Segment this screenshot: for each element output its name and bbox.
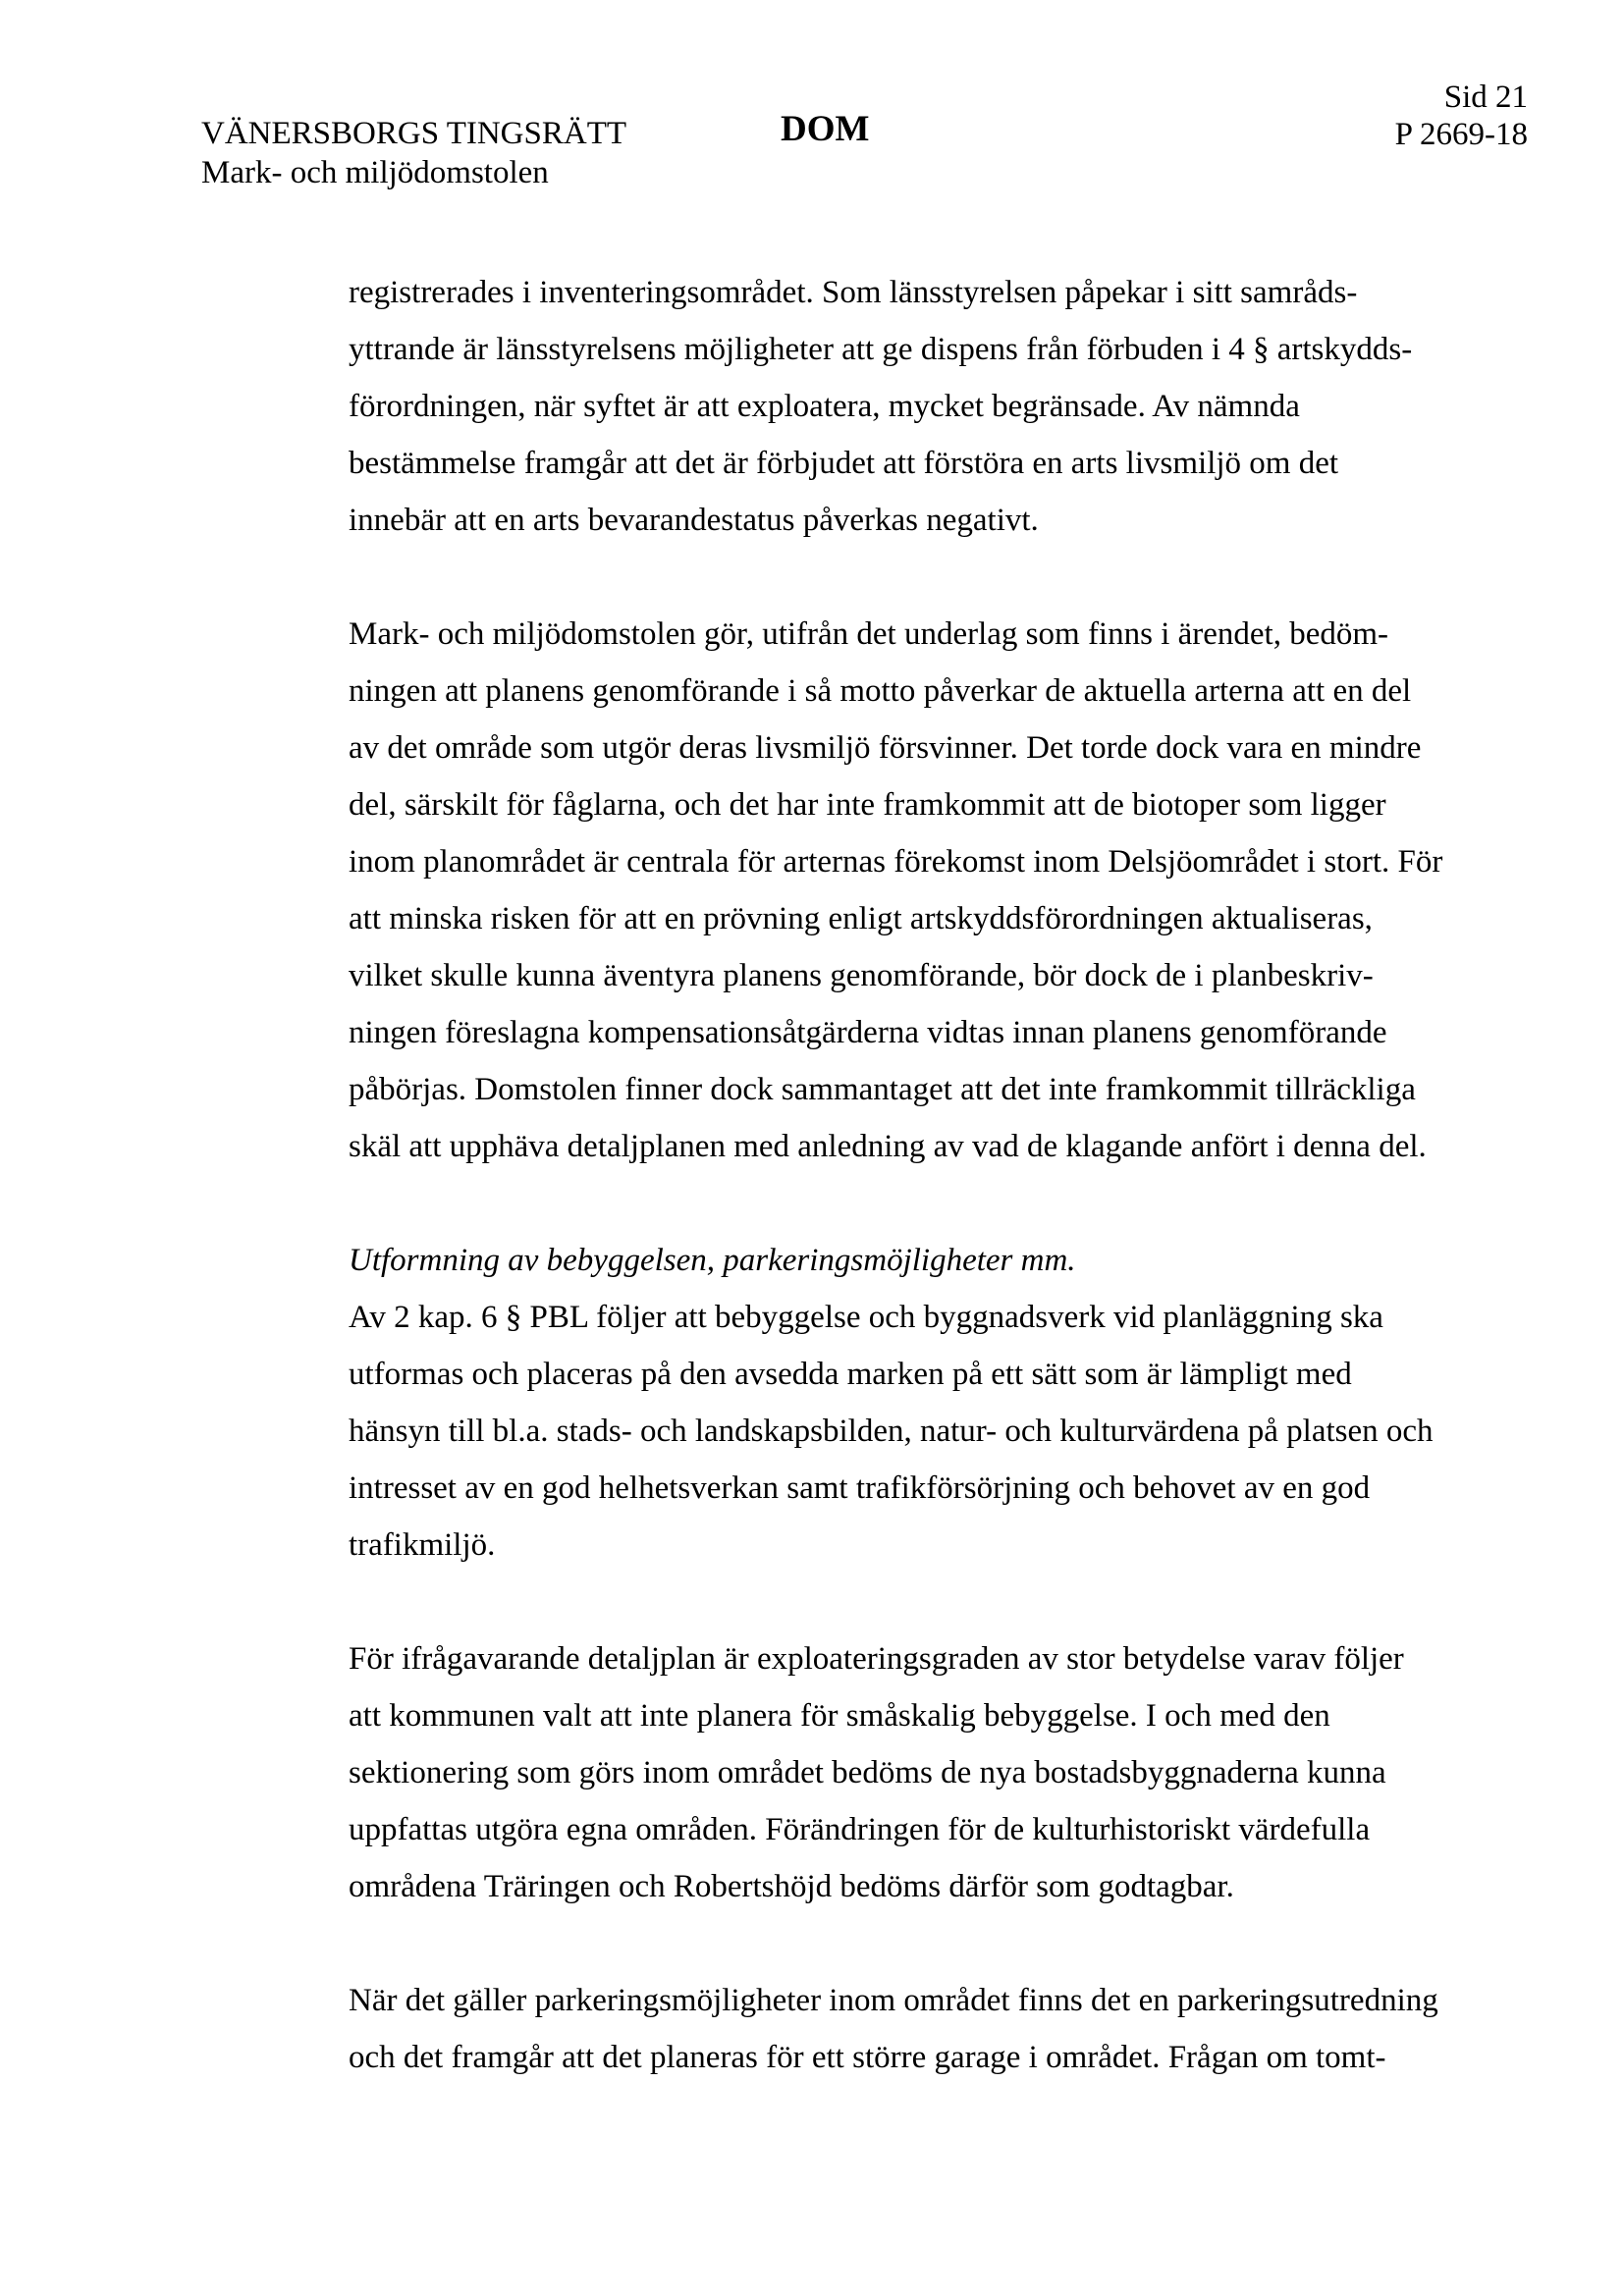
text-line: bestämmelse framgår att det är förbjudet att förstöra en arts livsmiljö om det	[349, 446, 1339, 481]
text-line: förordningen, när syftet är att exploatera, mycket begränsade. Av nämnda	[349, 389, 1300, 424]
text-line: innebär att en arts bevarandestatus påverkas negativt.	[349, 503, 1039, 538]
paragraph	[349, 1972, 1488, 2086]
text-line: inom planområdet är centrala för arternas förekomst inom Delsjöområdet i stort. För	[349, 844, 1443, 880]
header-court-block	[201, 114, 626, 192]
text-line: av det område som utgör deras livsmiljö försvinner. Det torde dock vara en mindre	[349, 730, 1422, 766]
text-line: skäl att upphäva detaljplanen med anledning av vad de klagande anfört i denna del.	[349, 1129, 1427, 1164]
text-line: att minska risken för att en prövning enligt artskyddsförordningen aktualiseras,	[349, 901, 1373, 936]
text-line: del, särskilt för fåglarna, och det har inte framkommit att de biotoper som ligger	[349, 787, 1386, 823]
paragraph	[349, 264, 1488, 549]
text-line: När det gäller parkeringsmöjligheter inom området finns det en parkeringsutredning	[349, 1983, 1438, 2018]
text-line: ningen föreslagna kompensationsåtgärderna vidtas innan planens genomförande	[349, 1015, 1387, 1050]
text-line: att kommunen valt att inte planera för småskalig bebyggelse. I och med den	[349, 1698, 1330, 1734]
document-type-label: DOM	[781, 109, 870, 149]
text-line: områdena Träringen och Robertshöjd bedöms därför som godtagbar.	[349, 1869, 1234, 1904]
case-number-label: P 2669-18	[1394, 117, 1528, 152]
header-page-info	[1395, 79, 1528, 153]
text-line: Av 2 kap. 6 § PBL följer att bebyggelse och byggnadsverk vid planläggning ska	[349, 1300, 1383, 1335]
court-division: Mark- och miljödomstolen	[201, 155, 549, 190]
text-line: ningen att planens genomförande i så motto påverkar de aktuella arterna att en del	[349, 673, 1412, 709]
text-line: Mark- och miljödomstolen gör, utifrån det underlag som finns i ärendet, bedöm-	[349, 616, 1389, 652]
page-number-label: Sid 21	[1443, 80, 1528, 115]
text-line: uppfattas utgöra egna områden. Förändringen för de kulturhistoriskt värdefulla	[349, 1812, 1371, 1847]
paragraph	[349, 1630, 1488, 1915]
text-line: hänsyn till bl.a. stads- och landskapsbilden, natur- och kulturvärdena på platsen och	[349, 1414, 1434, 1449]
text-line: registrerades i inventeringsområdet. Som länsstyrelsen påpekar i sitt samråds-	[349, 275, 1358, 310]
text-line: utformas och placeras på den avsedda marken på ett sätt som är lämpligt med	[349, 1357, 1352, 1392]
text-line: yttrande är länsstyrelsens möjligheter att ge dispens från förbuden i 4 § artskydds-	[349, 332, 1413, 367]
text-line: och det framgår att det planeras för ett större garage i området. Frågan om tomt-	[349, 2040, 1386, 2075]
text-line: vilket skulle kunna äventyra planens genomförande, bör dock de i planbeskriv-	[349, 958, 1374, 993]
text-line: trafikmiljö.	[349, 1527, 496, 1563]
text-line: påbörjas. Domstolen finner dock sammantaget att det inte framkommit tillräckliga	[349, 1072, 1416, 1107]
text-line: sektionering som görs inom området bedöms de nya bostadsbyggnaderna kunna	[349, 1755, 1386, 1790]
court-name: VÄNERSBORGS TINGSRÄTT	[201, 116, 627, 151]
text-line: För ifrågavarande detaljplan är exploateringsgraden av stor betydelse varav följer	[349, 1641, 1404, 1677]
section-heading	[349, 1232, 1488, 1289]
paragraph	[349, 606, 1488, 1175]
text-line: intresset av en god helhetsverkan samt trafikförsörjning och behovet av en god	[349, 1470, 1371, 1506]
judgment-body-text	[349, 264, 1488, 2143]
paragraph	[349, 1289, 1488, 1574]
text-line: Utformning av bebyggelsen, parkeringsmöjligheter mm.	[349, 1243, 1076, 1278]
